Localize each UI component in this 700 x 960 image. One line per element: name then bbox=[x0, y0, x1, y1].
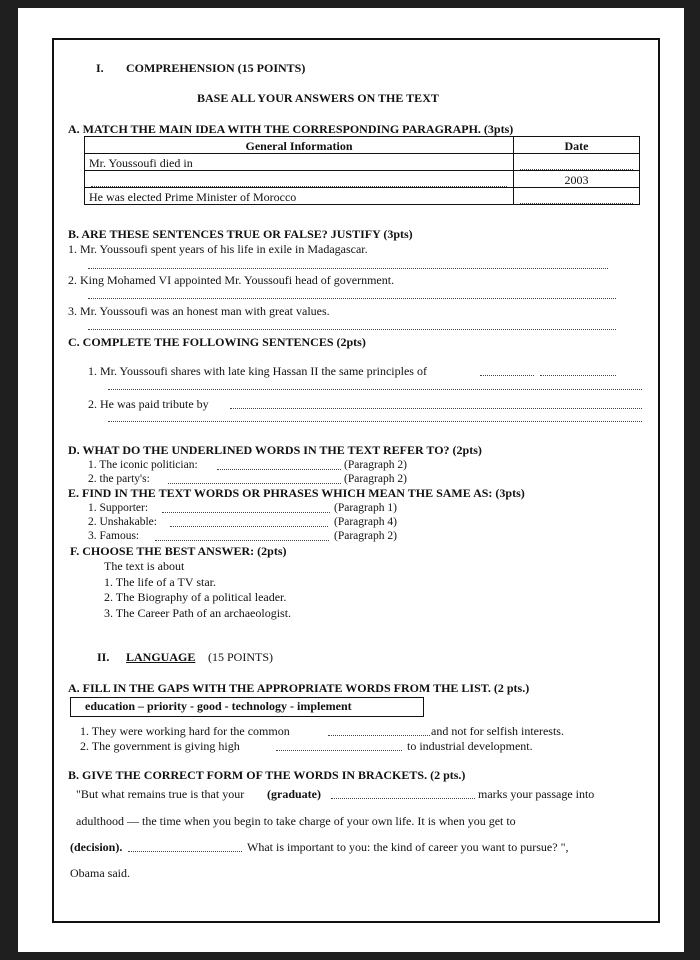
info-cell-blank[interactable] bbox=[85, 171, 514, 188]
synonym-item-3-ref: (Paragraph 2) bbox=[334, 530, 397, 542]
refer-item-1: 1. The iconic politician: bbox=[88, 459, 198, 471]
part2-number: II. bbox=[97, 650, 110, 664]
info-cell: He was elected Prime Minister of Morocco bbox=[85, 188, 514, 205]
gap-blank-1[interactable] bbox=[328, 735, 430, 736]
answer-line[interactable] bbox=[168, 483, 341, 484]
synonym-item-1-ref: (Paragraph 1) bbox=[334, 502, 397, 514]
synonym-item-3: 3. Famous: bbox=[88, 530, 140, 542]
answer-line[interactable] bbox=[217, 469, 341, 470]
section-c-title: C. COMPLETE THE FOLLOWING SENTENCES (2pts) bbox=[68, 335, 366, 349]
complete-item-1: 1. Mr. Youssoufi shares with late king Hassan II the same principles of bbox=[88, 364, 427, 378]
section-d-title: D. WHAT DO THE UNDERLINED WORDS IN THE TEXT REFER TO? (2pts) bbox=[68, 443, 482, 457]
mcq-stem: The text is about bbox=[104, 559, 185, 573]
part1-heading: COMPREHENSION (15 POINTS) bbox=[126, 61, 306, 75]
language-b-title: B. GIVE THE CORRECT FORM OF THE WORDS IN BRACKETS. (2 pts.) bbox=[68, 768, 466, 782]
info-cell: Mr. Youssoufi died in bbox=[85, 154, 514, 171]
answer-line[interactable] bbox=[88, 298, 616, 299]
table-row bbox=[85, 154, 640, 171]
section-a-title: A. MATCH THE MAIN IDEA WITH THE CORRESPONDING PARAGRAPH. (3pts) bbox=[68, 122, 514, 136]
part1-number: I. bbox=[96, 61, 104, 75]
form-blank-1[interactable] bbox=[331, 798, 475, 799]
answer-line[interactable] bbox=[480, 375, 534, 376]
section-e-title: E. FIND IN THE TEXT WORDS OR PHRASES WHICH MEAN THE SAME AS: (3pts) bbox=[68, 486, 525, 500]
col-header-date: Date bbox=[514, 137, 640, 154]
gap-item-2-end: to industrial development. bbox=[407, 739, 533, 753]
answer-line[interactable] bbox=[162, 512, 330, 513]
answer-line[interactable] bbox=[108, 421, 642, 422]
bracket-word-decision: (decision). bbox=[70, 840, 123, 854]
gap-item-2: 2. The government is giving high bbox=[80, 739, 240, 753]
answer-line[interactable] bbox=[540, 375, 616, 376]
quote-attribution: Obama said. bbox=[70, 866, 130, 880]
answer-line[interactable] bbox=[230, 408, 642, 409]
bracket-word-graduate: (graduate) bbox=[267, 787, 321, 801]
refer-item-1-ref: (Paragraph 2) bbox=[344, 459, 407, 471]
gap-item-1-end: and not for selfish interests. bbox=[431, 724, 564, 738]
answer-line[interactable] bbox=[108, 389, 642, 390]
mcq-option-1[interactable]: 1. The life of a TV star. bbox=[104, 575, 216, 589]
table-row bbox=[85, 171, 640, 188]
complete-item-2: 2. He was paid tribute by bbox=[88, 397, 209, 411]
synonym-item-2-ref: (Paragraph 4) bbox=[334, 516, 397, 528]
quote-line-1: "But what remains true is that your bbox=[76, 787, 245, 801]
gap-blank-2[interactable] bbox=[276, 750, 402, 751]
answer-line[interactable] bbox=[170, 526, 328, 527]
date-cell-blank[interactable] bbox=[514, 154, 640, 171]
synonym-item-2: 2. Unshakable: bbox=[88, 516, 157, 528]
tf-item-1: 1. Mr. Youssoufi spent years of his life in exile in Madagascar. bbox=[68, 242, 368, 256]
answer-line[interactable] bbox=[88, 329, 616, 330]
date-cell: 2003 bbox=[514, 171, 640, 188]
answer-line[interactable] bbox=[155, 540, 329, 541]
section-b-title: B. ARE THESE SENTENCES TRUE OR FALSE? JUSTIFY (3pts) bbox=[68, 227, 413, 241]
info-table bbox=[84, 136, 640, 205]
mcq-option-3[interactable]: 3. The Career Path of an archaeologist. bbox=[104, 606, 292, 620]
refer-item-2-ref: (Paragraph 2) bbox=[344, 473, 407, 485]
tf-item-2: 2. King Mohamed VI appointed Mr. Youssoufi head of government. bbox=[68, 273, 395, 287]
date-cell-blank[interactable] bbox=[514, 188, 640, 205]
tf-item-3: 3. Mr. Youssoufi was an honest man with great values. bbox=[68, 304, 330, 318]
form-blank-2[interactable] bbox=[128, 851, 242, 852]
section-f-title: F. CHOOSE THE BEST ANSWER: (2pts) bbox=[70, 544, 287, 558]
mcq-option-2[interactable]: 2. The Biography of a political leader. bbox=[104, 590, 287, 604]
language-a-title: A. FILL IN THE GAPS WITH THE APPROPRIATE WORDS FROM THE LIST. (2 pts.) bbox=[68, 681, 530, 695]
part2-heading: LANGUAGE bbox=[126, 650, 196, 664]
table-header-row bbox=[85, 137, 640, 154]
quote-line-1-end: marks your passage into bbox=[478, 787, 595, 801]
quote-line-3: What is important to you: the kind of career you want to pursue? ", bbox=[247, 840, 569, 854]
table-row bbox=[85, 188, 640, 205]
refer-item-2: 2. the party's: bbox=[88, 473, 150, 485]
col-header-info: General Information bbox=[85, 137, 514, 154]
synonym-item-1: 1. Supporter: bbox=[88, 502, 149, 514]
gap-item-1: 1. They were working hard for the common bbox=[80, 724, 290, 738]
quote-line-2: adulthood — the time when you begin to take charge of your own life. It is when you get to bbox=[76, 814, 516, 828]
part2-points: (15 POINTS) bbox=[208, 650, 273, 664]
part1-instruction: BASE ALL YOUR ANSWERS ON THE TEXT bbox=[197, 91, 439, 105]
answer-line[interactable] bbox=[88, 268, 608, 269]
word-list-box: education – priority - good - technology - implement bbox=[70, 697, 424, 717]
